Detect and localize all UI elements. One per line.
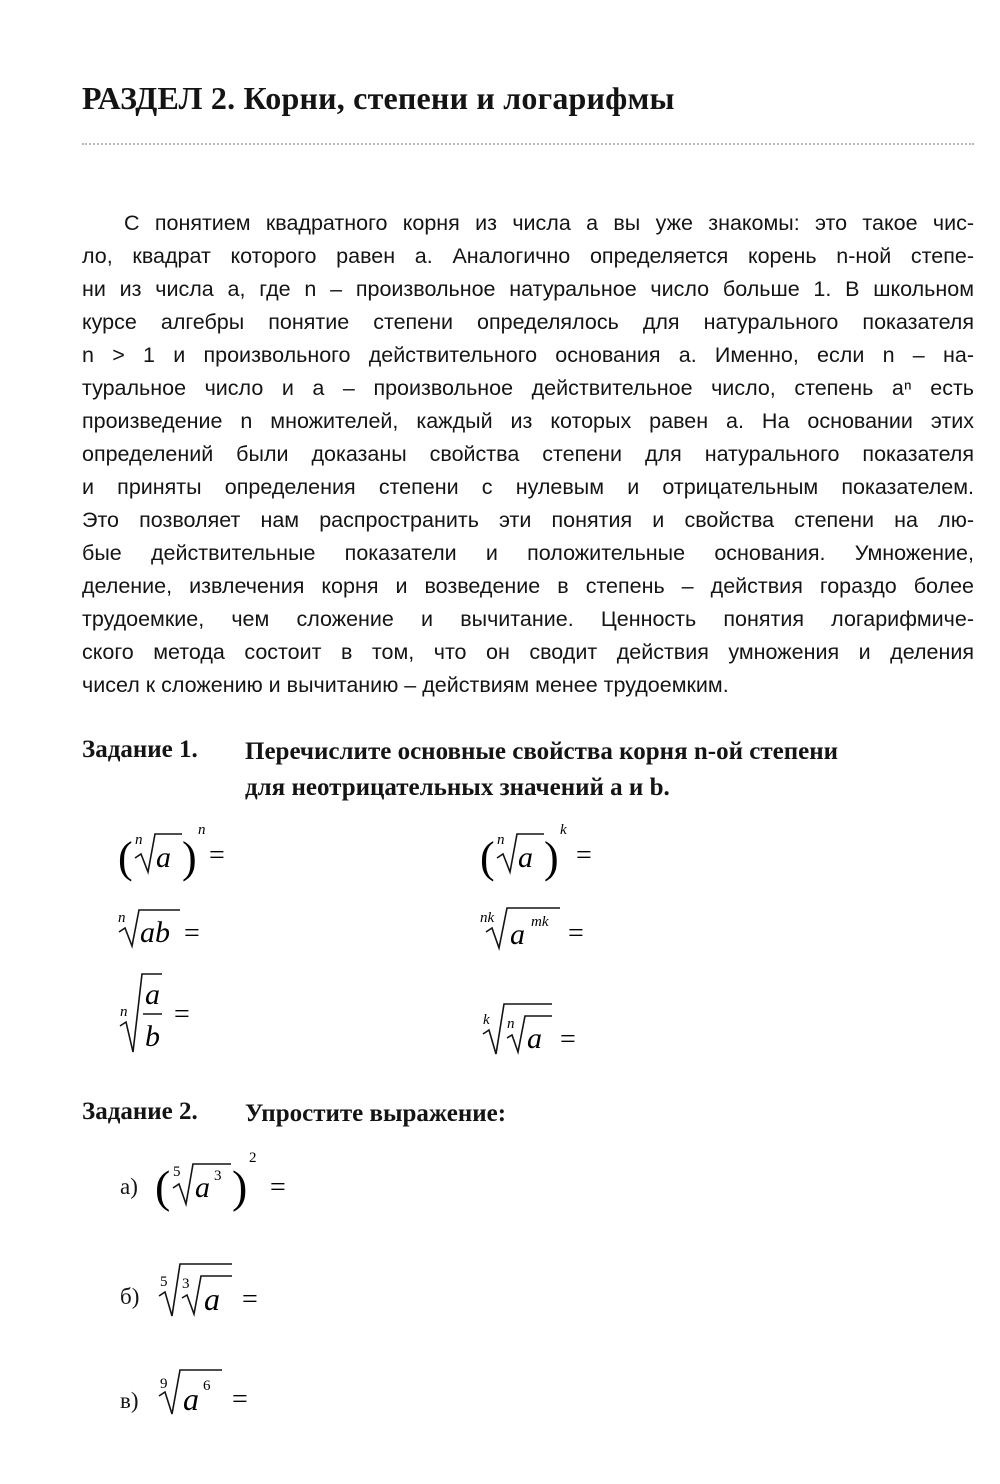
task1-text-line1: Перечислите основные свойства корня n-ой степени: [245, 738, 839, 765]
root-index: n: [497, 832, 505, 848]
intro-line: ского метода состоит в том, что он сводит действия умножения и деления: [82, 640, 974, 664]
power: k: [560, 822, 567, 838]
radicand: a: [204, 1281, 220, 1317]
equals-sign: =: [209, 840, 225, 871]
radicand: a: [183, 1381, 199, 1417]
left-paren: (: [480, 833, 495, 882]
radicand: a: [156, 841, 171, 874]
intro-line: произведение n множителей, каждый из которых равен a. На основании этих: [82, 409, 974, 433]
task1-text-line2: для неотрицательных значений a и b.: [245, 774, 670, 801]
equals-sign: =: [560, 1024, 576, 1055]
formula-root-quotient: [118, 968, 218, 1064]
task2-item-a-label: а): [120, 1174, 138, 1199]
root-index: 5: [173, 1164, 181, 1180]
right-paren: ): [182, 833, 197, 882]
intro-line: ло, квадрат которого равен a. Аналогично определяется корень n-ной степе-: [82, 244, 974, 268]
equals-sign: =: [270, 1172, 286, 1203]
equals-sign: =: [576, 840, 592, 871]
right-paren: ): [232, 1161, 248, 1212]
right-paren: ): [544, 833, 559, 882]
left-paren: (: [155, 1161, 171, 1212]
equals-sign: =: [174, 999, 190, 1030]
intro-line: Это позволяет нам распространить эти понятия и свойства степени на лю-: [82, 508, 974, 532]
task2-item-c-formula: [156, 1364, 276, 1430]
equals-sign: =: [242, 1284, 258, 1315]
formula-root-power-mk: [480, 898, 610, 960]
denominator: b: [145, 1020, 160, 1053]
intro-line: n > 1 и произвольного действительного основания a. Именно, если n – на-: [82, 343, 974, 367]
formula-nested-root: [480, 1000, 610, 1066]
numerator: a: [145, 978, 160, 1011]
root-index: 9: [160, 1376, 168, 1392]
intro-line: туральное число и a – произвольное действительное число, степень aⁿ есть: [82, 376, 974, 400]
intro-line: С понятием квадратного корня из числа a вы уже знакомы: это такое чис-: [124, 211, 974, 235]
power: 6: [203, 1378, 211, 1394]
intro-line: и приняты определения степени с нулевым и отрицательным показателем.: [82, 475, 974, 499]
formula-root-power-k: [480, 820, 610, 896]
intro-line: трудоемкие, чем сложение и вычитание. Ценность понятия логарифмиче-: [82, 607, 974, 631]
intro-line: курсе алгебры понятие степени определялось для натурального показателя: [82, 310, 974, 334]
task2-item-b-formula: [156, 1258, 286, 1328]
root-index: n: [135, 832, 143, 848]
task2-item-a-formula: [155, 1146, 305, 1222]
formula-root-power-n: [118, 820, 248, 896]
root-index: nk: [480, 910, 495, 926]
task2-label: Задание 2.: [82, 1098, 198, 1125]
task2-item-b-label: б): [120, 1284, 140, 1309]
task1-label: Задание 1.: [82, 736, 198, 763]
equals-sign: =: [568, 918, 584, 949]
equals-sign: =: [184, 918, 200, 949]
radicand: a: [518, 841, 533, 874]
intro-line: определений были доказаны свойства степени для натурального показателя: [82, 442, 974, 466]
intro-line: чисел к сложению и вычитанию – действиям менее трудоемким.: [82, 673, 729, 697]
inner-root-index: 3: [182, 1276, 190, 1292]
intro-line: бые действительные показатели и положительные основания. Умножение,: [82, 541, 974, 565]
root-index: n: [118, 910, 126, 926]
intro-line: ни из числа a, где n – произвольное натуральное число больше 1. В школьном: [82, 277, 974, 301]
equals-sign: =: [232, 1384, 248, 1415]
root-index: n: [120, 1004, 128, 1020]
radicand: a: [527, 1022, 542, 1055]
outer-root-index: k: [483, 1012, 490, 1028]
power: n: [198, 822, 206, 838]
section-title: РАЗДЕЛ 2. Корни, степени и логарифмы: [82, 80, 675, 116]
power: mk: [531, 914, 549, 930]
formula-root-product: [118, 902, 238, 958]
task2-item-c-label: в): [120, 1388, 139, 1413]
task2-text: Упростите выражение:: [245, 1100, 507, 1127]
radicand: a: [195, 1171, 210, 1204]
radicand: a: [510, 918, 525, 951]
inner-power: 3: [214, 1168, 222, 1184]
intro-line: деление, извлечения корня и возведение в степень – действия гораздо более: [82, 574, 974, 598]
task1-text: [245, 734, 838, 806]
inner-root-index: n: [507, 1016, 515, 1032]
outer-power: 2: [249, 1150, 257, 1166]
title-divider: [82, 143, 974, 145]
intro-paragraph: [82, 207, 974, 702]
radicand: ab: [140, 916, 170, 949]
outer-root-index: 5: [160, 1274, 168, 1290]
left-paren: (: [118, 833, 133, 882]
